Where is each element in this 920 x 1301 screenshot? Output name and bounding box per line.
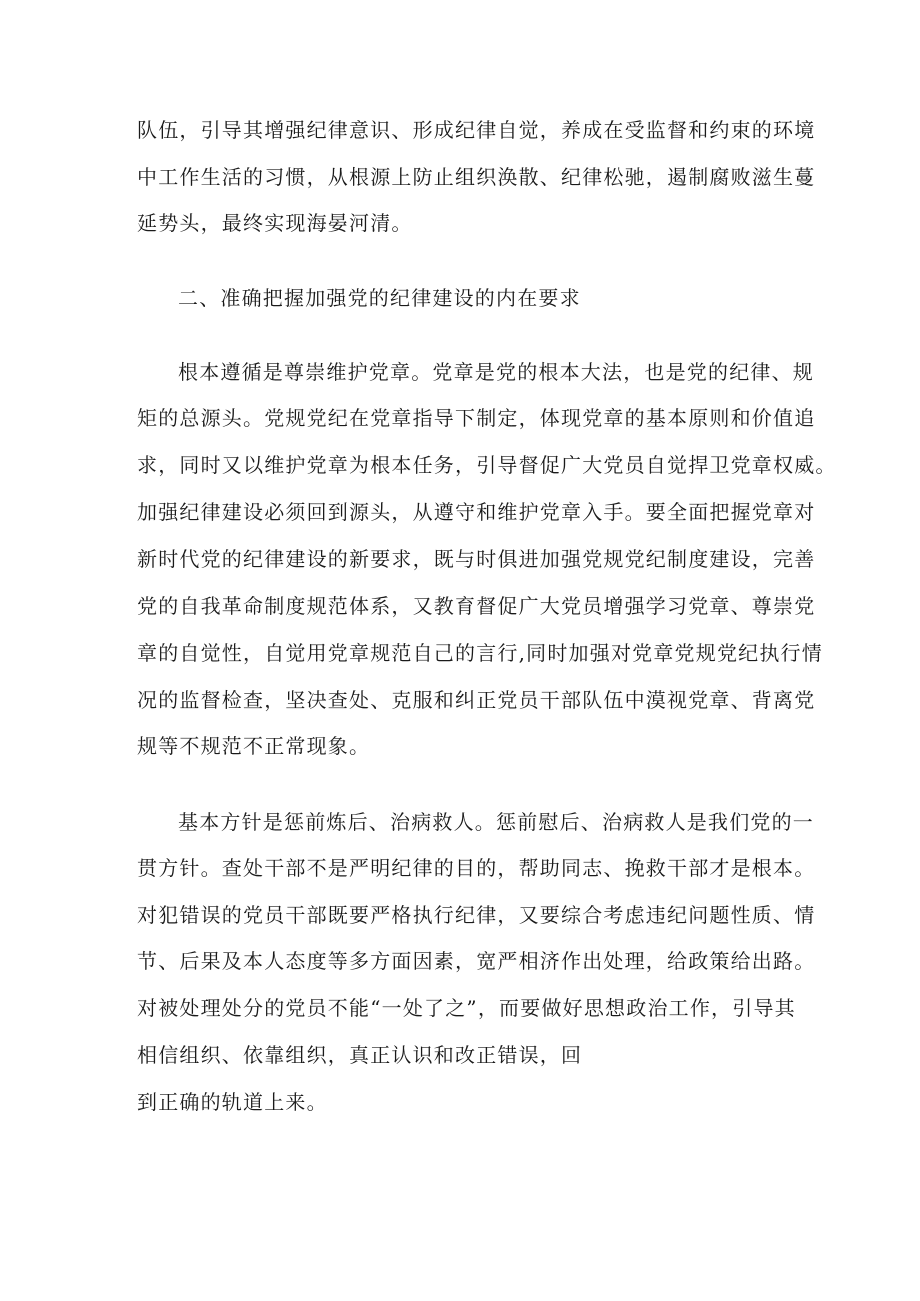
text-line: 对被处理处分的党员不能“一处了之”，而要做好思想政治工作，引导其 xyxy=(137,996,796,1020)
text-line: 新时代党的纪律建设的新要求，既与时俱进加强党规党纪制度建设，完善 xyxy=(137,547,816,571)
text-line: 规等不规范不正常现象。 xyxy=(137,734,371,758)
text-line: 况的监督检查，坚决查处、克服和纠正党员干部队伍中漠视党章、背离党 xyxy=(137,688,816,712)
text-line: 基本方针是惩前炼后、治病救人。惩前慰后、治病救人是我们党的一 xyxy=(178,810,814,834)
text-line: 中工作生活的习惯，从根源上防止组织涣散、纪律松驰，遏制腐败滋生蔓 xyxy=(137,165,816,189)
section-heading: 二、准确把握加强党的纪律建设的内在要求 xyxy=(178,286,581,310)
text-line: 延势头，最终实现海晏河清。 xyxy=(137,211,413,235)
text-line: 党的自我革命制度规范体系，又教育督促广大党员增强学习党章、尊崇党 xyxy=(137,594,816,618)
text-line: 求，同时又以维护党章为根本任务，引导督促广大党员自觉捍卫党章权威。 xyxy=(137,453,837,477)
text-line: 节、后果及本人态度等多方面因素，宽严相济作出处理，给政策给出路。 xyxy=(137,949,816,973)
text-line: 章的自觉性，自觉用党章规范自己的言行,同时加强对党章党规党纪执行情 xyxy=(137,641,823,665)
text-line: 到正确的轨道上来。 xyxy=(137,1090,328,1114)
text-line: 贯方针。查处干部不是严明纪律的目的，帮助同志、挽救干部才是根本。 xyxy=(137,856,816,880)
text-line: 相信组织、依靠组织，真正认识和改正错误，回 xyxy=(137,1043,583,1067)
text-line: 队伍，引导其增强纪律意识、形成纪律自觉，养成在受监督和约束的环境 xyxy=(137,118,816,142)
text-line: 根本遵循是尊崇维护党章。党章是党的根本大法，也是党的纪律、规 xyxy=(178,360,814,384)
text-line: 对犯错误的党员干部既要严格执行纪律，又要综合考虑违纪问题性质、情 xyxy=(137,903,816,927)
text-line: 矩的总源头。党规党纪在党章指导下制定，体现党章的基本原则和价值追 xyxy=(137,406,816,430)
text-line: 加强纪律建设必须回到源头，从遵守和维护党章入手。要全面把握党章对 xyxy=(137,500,816,524)
